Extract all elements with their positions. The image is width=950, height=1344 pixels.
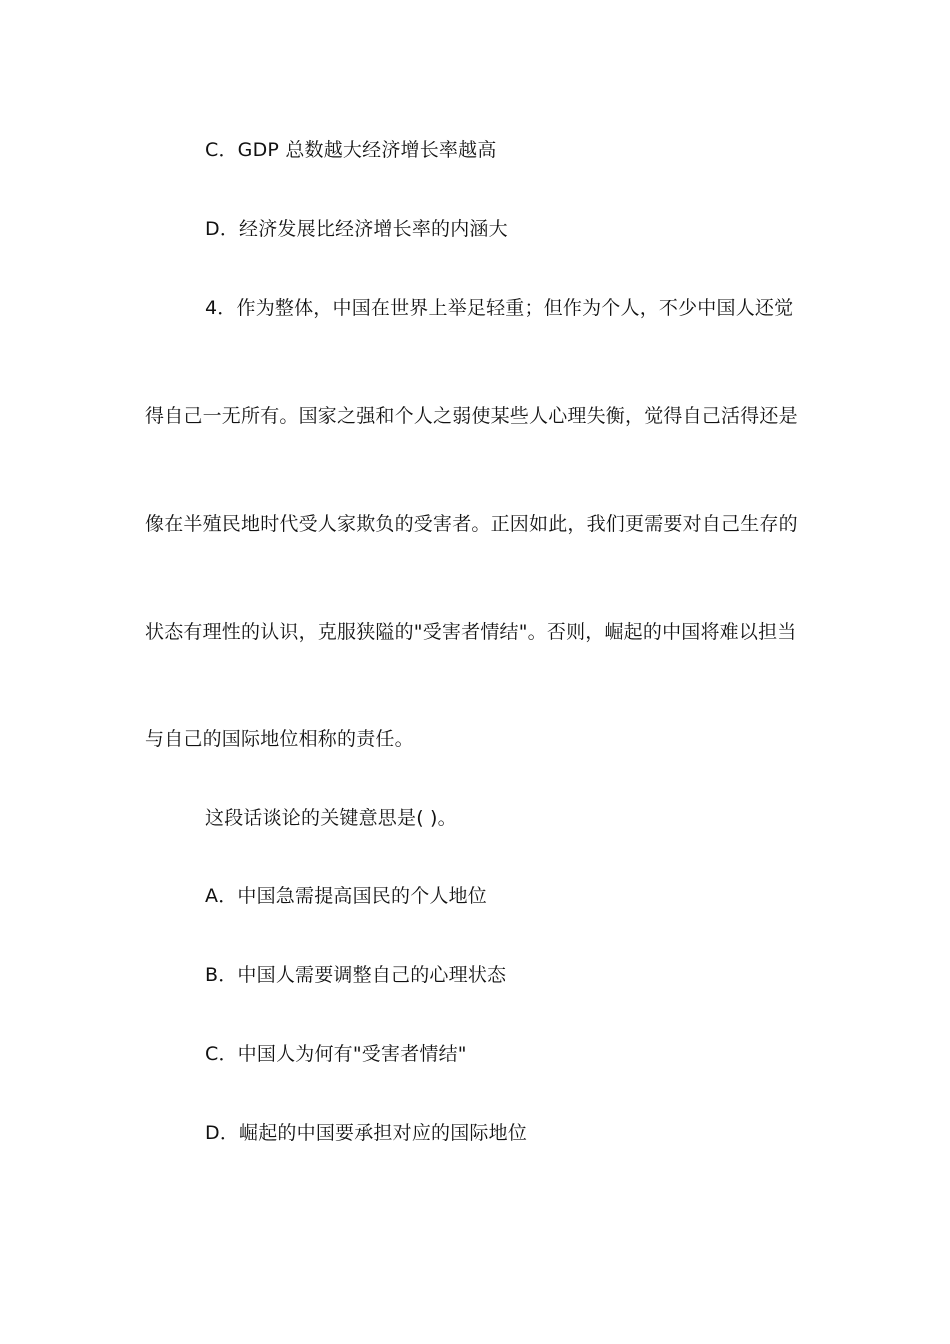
q4-option-a: A．中国急需提高国民的个人地位 <box>205 885 487 907</box>
q4-passage-line-4: 状态有理性的认识，克服狭隘的"受害者情结"。否则，崛起的中国将难以担当 <box>145 621 797 643</box>
q4-passage-line-5: 与自己的国际地位相称的责任。 <box>145 728 414 750</box>
q4-passage-line-3: 像在半殖民地时代受人家欺负的受害者。正因如此，我们更需要对自己生存的 <box>145 513 798 535</box>
q4-passage-line-1: 4．作为整体，中国在世界上举足轻重；但作为个人，不少中国人还觉 <box>205 297 794 319</box>
q4-option-d: D．崛起的中国要承担对应的国际地位 <box>205 1122 528 1144</box>
q4-option-c: C．中国人为何有"受害者情结" <box>205 1043 467 1065</box>
q3-option-c: C．GDP 总数越大经济增长率越高 <box>205 139 497 161</box>
q3-option-d: D．经济发展比经济增长率的内涵大 <box>205 218 508 240</box>
q4-question: 这段话谈论的关键意思是( )。 <box>205 807 457 829</box>
q4-passage-line-2: 得自己一无所有。国家之强和个人之弱使某些人心理失衡，觉得自己活得还是 <box>145 405 798 427</box>
q4-option-b: B．中国人需要调整自己的心理状态 <box>205 964 507 986</box>
